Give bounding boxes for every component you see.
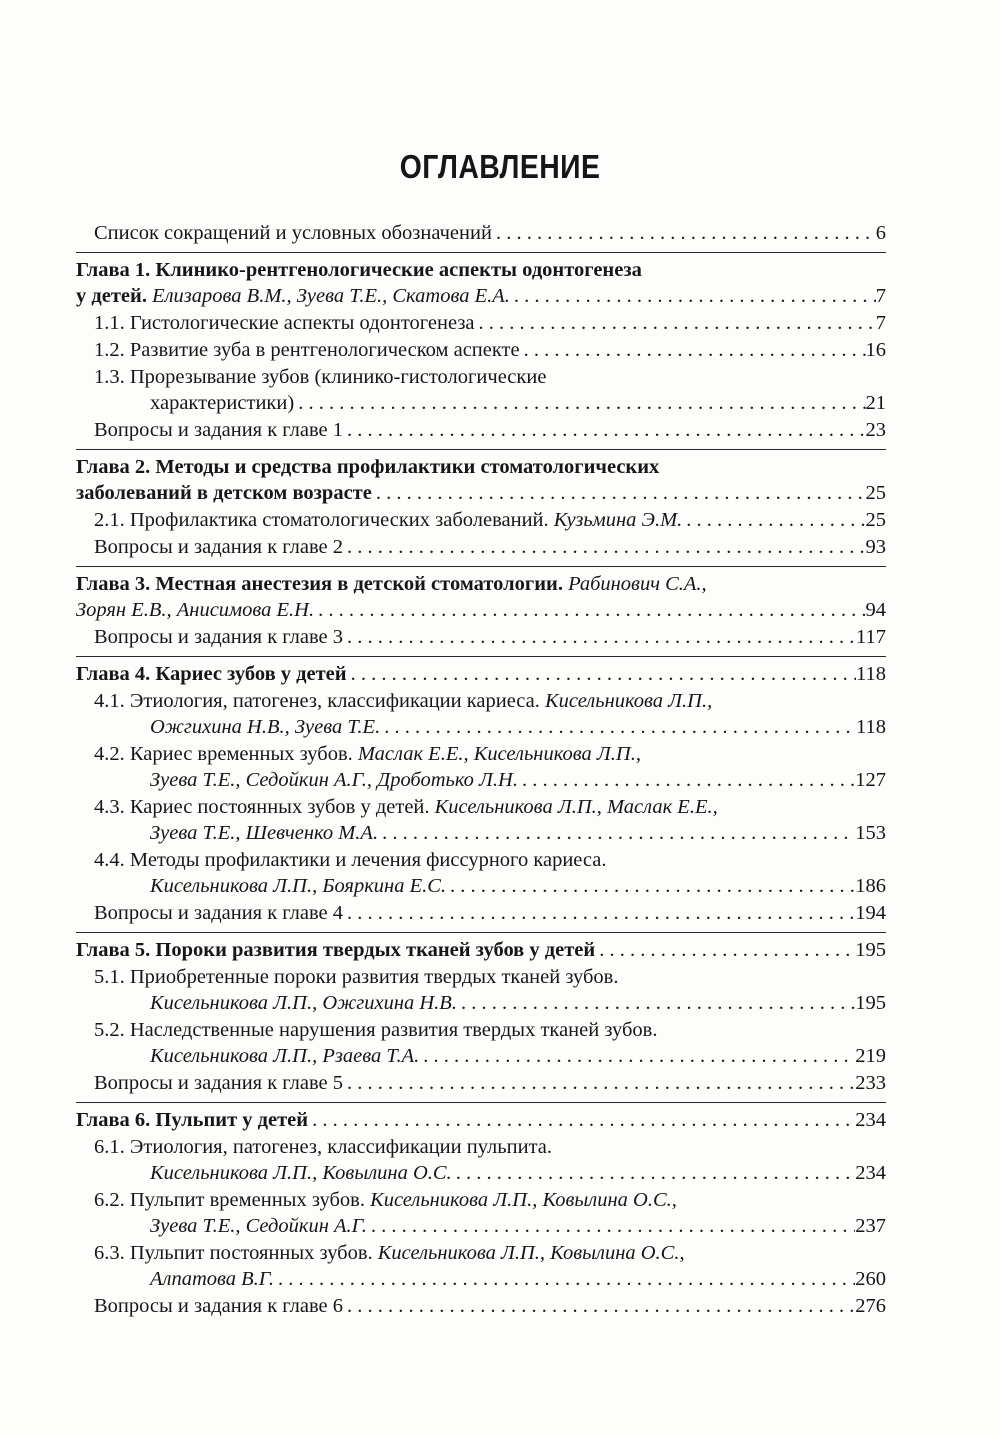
toc-page-number: 194: [855, 902, 886, 924]
toc-questions-chapter-6[interactable]: [76, 1295, 886, 1322]
section-title: Вопросы и задания к главе 1: [94, 419, 344, 441]
section-title: 4.2. Кариес временных зубов.: [94, 743, 353, 765]
toc-page-number: 233: [855, 1072, 886, 1094]
toc-group-chapter-4: [76, 663, 886, 933]
toc-section-5-2[interactable]: [76, 1019, 886, 1045]
chapter-title-text: Глава 6. Пульпит у детей: [76, 1109, 309, 1131]
toc-chapter-1-title[interactable]: [76, 259, 886, 285]
toc-section-5-1-cont[interactable]: [76, 992, 886, 1019]
section-authors: Кисельникова Л.П., Ожгихина Н.В.: [150, 992, 457, 1014]
toc-section-4-4[interactable]: [76, 849, 886, 875]
toc-entry-text: Список сокращений и условных обозначений: [94, 222, 492, 244]
toc-section-1-1[interactable]: [76, 312, 886, 339]
dot-leader: [343, 419, 865, 442]
section-title: Вопросы и задания к главе 3: [94, 626, 344, 648]
toc-section-4-1[interactable]: [76, 690, 886, 716]
dot-leader: [380, 716, 856, 739]
toc-section-1-2[interactable]: [76, 339, 886, 366]
toc-page-number: 276: [855, 1295, 886, 1317]
toc-page-number: 118: [856, 663, 886, 685]
toc-page-number: 186: [855, 875, 886, 897]
dot-leader: [343, 536, 865, 559]
dot-leader: [475, 312, 876, 335]
chapter-title-text: Глава 3. Местная анестезия в детской стоматологии.: [76, 573, 563, 595]
dot-leader: [492, 222, 876, 245]
toc-group-chapter-6: [76, 1109, 886, 1325]
toc-page-number: 234: [855, 1162, 886, 1184]
toc-section-5-2-cont[interactable]: [76, 1045, 886, 1072]
toc-chapter-3-title[interactable]: [76, 573, 886, 599]
section-title: Вопросы и задания к главе 6: [94, 1295, 344, 1317]
dot-leader: [347, 663, 856, 686]
toc-section-1-3-cont[interactable]: [76, 392, 886, 419]
toc-page-number: 7: [875, 285, 886, 307]
table-of-contents: [76, 222, 886, 1331]
section-authors: Ожгихина Н.В., Зуева Т.Е.: [150, 716, 381, 738]
section-title: Вопросы и задания к главе 4: [94, 902, 344, 924]
chapter-authors: Рабинович С.А.,: [568, 573, 707, 595]
chapter-authors: Зорян Е.В., Анисимова Е.Н.: [76, 599, 315, 621]
section-title: Вопросы и задания к главе 5: [94, 1072, 344, 1094]
chapter-title-text: заболеваний в детском возрасте: [76, 482, 372, 504]
section-authors: Кисельникова Л.П., Рзаева Т.А.: [150, 1045, 420, 1067]
dot-leader: [510, 285, 876, 308]
dot-leader: [274, 1268, 855, 1291]
toc-group-chapter-5: [76, 939, 886, 1103]
section-authors: Кисельникова Л.П., Ковылина О.С.: [150, 1162, 452, 1184]
toc-chapter-3-title-cont[interactable]: [76, 599, 886, 626]
dot-leader: [367, 1215, 855, 1238]
section-authors: Кисельникова Л.П.,: [545, 690, 713, 712]
toc-chapter-6-title[interactable]: [76, 1109, 886, 1136]
toc-entry-abbreviations[interactable]: [76, 222, 886, 249]
section-authors: Алпатова В.Г.: [150, 1268, 275, 1290]
section-title: 4.3. Кариес постоянных зубов у детей.: [94, 796, 430, 818]
toc-questions-chapter-5[interactable]: [76, 1072, 886, 1099]
toc-group-chapter-2: [76, 456, 886, 567]
toc-page-number: 94: [865, 599, 886, 621]
dot-leader: [452, 1162, 856, 1185]
toc-page-number: 23: [865, 419, 886, 441]
section-title: 4.4. Методы профилактики и лечения фиссурного кариеса.: [94, 849, 607, 871]
toc-page-number: 7: [875, 312, 886, 334]
toc-group-chapter-3: [76, 573, 886, 657]
dot-leader: [343, 1072, 855, 1095]
toc-page-number: 234: [855, 1109, 886, 1131]
toc-section-4-3-cont[interactable]: [76, 822, 886, 849]
section-authors: Зуева Т.Е., Седойкин А.Г.: [150, 1215, 367, 1237]
toc-page-number: 237: [855, 1215, 886, 1237]
toc-page-number: 25: [865, 482, 886, 504]
toc-page-number: 195: [855, 992, 886, 1014]
section-title: 4.1. Этиология, патогенез, классификации кариеса.: [94, 690, 540, 712]
chapter-title-text: Глава 4. Кариес зубов у детей: [76, 663, 347, 685]
toc-questions-chapter-3[interactable]: [76, 626, 886, 653]
section-authors: Маслак Е.Е., Кисельникова Л.П.,: [357, 743, 641, 765]
dot-leader: [457, 992, 855, 1015]
toc-chapter-2-title-cont[interactable]: [76, 482, 886, 509]
toc-page-number: 25: [865, 509, 886, 531]
toc-section-4-1-cont[interactable]: [76, 716, 886, 743]
toc-section-6-3[interactable]: [76, 1242, 886, 1268]
section-authors: Кисельникова Л.П., Бояркина Е.С.: [150, 875, 447, 897]
section-authors: Кузьмина Э.М.: [553, 509, 683, 531]
toc-page-number: 127: [855, 769, 886, 791]
dot-leader: [343, 902, 855, 925]
section-authors: Кисельникова Л.П., Маслак Е.Е.,: [434, 796, 718, 818]
chapter-title-text: у детей.: [76, 285, 147, 307]
toc-chapter-1-title-cont[interactable]: [76, 285, 886, 312]
toc-page-number: 118: [856, 716, 886, 738]
toc-group-chapter-1: [76, 259, 886, 450]
dot-leader: [520, 339, 866, 362]
toc-section-6-2[interactable]: [76, 1189, 886, 1215]
section-title: 5.2. Наследственные нарушения развития твердых тканей зубов.: [94, 1019, 658, 1041]
section-authors: Зуева Т.Е., Шевченко М.А.: [150, 822, 379, 844]
toc-section-4-2[interactable]: [76, 743, 886, 769]
chapter-authors: Елизарова В.М., Зуева Т.Е., Скатова Е.А.: [152, 285, 510, 307]
dot-leader: [446, 875, 855, 898]
toc-chapter-5-title[interactable]: [76, 939, 886, 966]
section-authors: Кисельникова Л.П., Ковылина О.С.,: [377, 1242, 685, 1264]
toc-section-6-2-cont[interactable]: [76, 1215, 886, 1242]
chapter-title-text: Глава 1. Клинико-рентгенологические аспекты одонтогенеза: [76, 259, 642, 281]
toc-page-number: 6: [875, 222, 886, 244]
dot-leader: [372, 482, 866, 505]
dot-leader: [343, 1295, 855, 1318]
toc-questions-chapter-4[interactable]: [76, 902, 886, 929]
section-title: 2.1. Профилактика стоматологических заболеваний.: [94, 509, 549, 531]
toc-group-abbreviations: [76, 222, 886, 253]
section-title: 6.3. Пульпит постоянных зубов.: [94, 1242, 373, 1264]
toc-section-4-4-cont[interactable]: [76, 875, 886, 902]
toc-section-6-3-cont[interactable]: [76, 1268, 886, 1295]
section-title: 1.3. Прорезывание зубов (клинико-гистологические: [94, 366, 547, 388]
toc-page-number: 195: [855, 939, 886, 961]
toc-page-number: 117: [856, 626, 886, 648]
section-title: 1.2. Развитие зуба в рентгенологическом аспекте: [94, 339, 520, 361]
dot-leader: [419, 1045, 855, 1068]
toc-questions-chapter-1[interactable]: [76, 419, 886, 446]
toc-section-4-2-cont[interactable]: [76, 769, 886, 796]
chapter-title-text: Глава 2. Методы и средства профилактики стоматологических: [76, 456, 660, 478]
section-title: характеристики): [150, 392, 295, 414]
section-title: 6.1. Этиология, патогенез, классификации пульпита.: [94, 1136, 553, 1158]
toc-section-6-1[interactable]: [76, 1136, 886, 1162]
dot-leader: [294, 392, 865, 415]
section-title: 6.2. Пульпит временных зубов.: [94, 1189, 365, 1211]
section-title: Вопросы и задания к главе 2: [94, 536, 344, 558]
dot-leader: [343, 626, 856, 649]
toc-page-number: 260: [855, 1268, 886, 1290]
chapter-title-text: Глава 5. Пороки развития твердых тканей зубов у детей: [76, 939, 596, 961]
section-authors: Зуева Т.Е., Седойкин А.Г., Дроботько Л.Н.: [150, 769, 518, 791]
toc-chapter-2-title[interactable]: [76, 456, 886, 482]
section-authors: Кисельникова Л.П., Ковылина О.С.,: [370, 1189, 677, 1211]
dot-leader: [682, 509, 865, 532]
dot-leader: [595, 939, 855, 962]
toc-page-number: 93: [865, 536, 886, 558]
section-title: 1.1. Гистологические аспекты одонтогенеза: [94, 312, 475, 334]
toc-page-number: 21: [865, 392, 886, 414]
toc-section-4-3[interactable]: [76, 796, 886, 822]
toc-page-number: 16: [865, 339, 886, 361]
dot-leader: [518, 769, 855, 792]
section-title: 5.1. Приобретенные пороки развития твердых тканей зубов.: [94, 966, 619, 988]
dot-leader: [378, 822, 855, 845]
toc-section-5-1[interactable]: [76, 966, 886, 992]
dot-leader: [314, 599, 865, 622]
dot-leader: [308, 1109, 855, 1132]
toc-section-2-1[interactable]: [76, 509, 886, 536]
toc-chapter-4-title[interactable]: [76, 663, 886, 690]
toc-questions-chapter-2[interactable]: [76, 536, 886, 563]
toc-page-number: 153: [855, 822, 886, 844]
toc-page-number: 219: [855, 1045, 886, 1067]
page-title: ОГЛАВЛЕНИЕ: [399, 148, 601, 185]
toc-section-1-3[interactable]: [76, 366, 886, 392]
toc-section-6-1-cont[interactable]: [76, 1162, 886, 1189]
